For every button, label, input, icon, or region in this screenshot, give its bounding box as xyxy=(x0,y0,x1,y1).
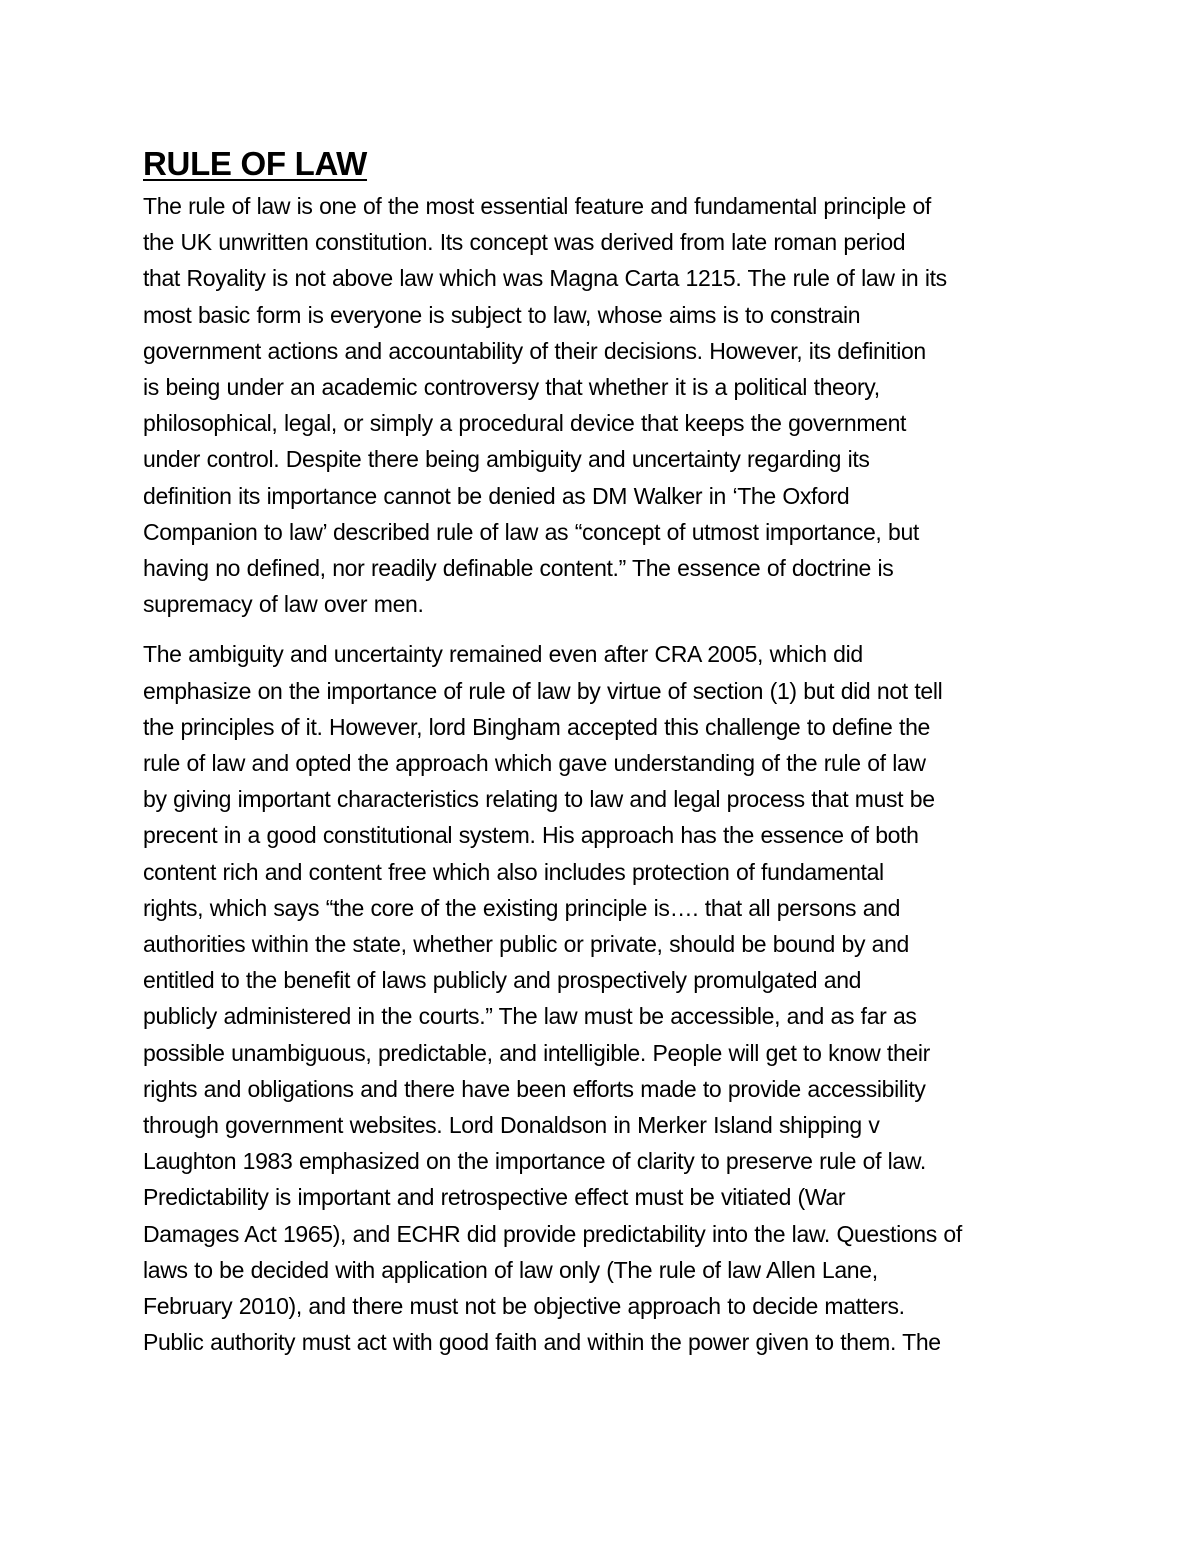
text-line: philosophical, legal, or simply a procedural device that keeps the government xyxy=(143,410,907,437)
text-line: Predictability is important and retrospective effect must be vitiated (War xyxy=(143,1184,846,1211)
text-line: having no defined, nor readily definable content.” The essence of doctrine is xyxy=(143,555,894,582)
text-line: entitled to the benefit of laws publicly and prospectively promulgated and xyxy=(143,967,862,994)
text-line: supremacy of law over men. xyxy=(143,591,424,618)
text-line: through government websites. Lord Donaldson in Merker Island shipping v xyxy=(143,1112,880,1139)
text-line: rule of law and opted the approach which gave understanding of the rule of law xyxy=(143,750,926,777)
document-title: RULE OF LAW xyxy=(143,145,368,182)
text-line: most basic form is everyone is subject to law, whose aims is to constrain xyxy=(143,301,861,328)
text-line: definition its importance cannot be denied as DM Walker in ‘The Oxford xyxy=(143,482,850,509)
text-line: publicly administered in the courts.” The law must be accessible, and as far as xyxy=(143,1003,917,1030)
text-line: precent in a good constitutional system. His approach has the essence of both xyxy=(143,822,919,849)
text-line: Laughton 1983 emphasized on the importance of clarity to preserve rule of law. xyxy=(143,1148,926,1175)
text-line: Companion to law’ described rule of law as “concept of utmost importance, but xyxy=(143,518,919,545)
text-line: by giving important characteristics relating to law and legal process that must be xyxy=(143,786,935,813)
text-line: that Royality is not above law which was Magna Carta 1215. The rule of law in its xyxy=(143,265,947,292)
text-line: The ambiguity and uncertainty remained even after CRA 2005, which did xyxy=(143,641,863,668)
paragraph-1 xyxy=(143,188,1068,622)
text-line: emphasize on the importance of rule of law by virtue of section (1) but did not tell xyxy=(143,677,943,704)
paragraph-2 xyxy=(143,636,1068,1360)
text-line: under control. Despite there being ambiguity and uncertainty regarding its xyxy=(143,446,870,473)
text-line: Damages Act 1965), and ECHR did provide predictability into the law. Questions of xyxy=(143,1220,962,1247)
text-line: laws to be decided with application of law only (The rule of law Allen Lane, xyxy=(143,1256,878,1283)
text-line: is being under an academic controversy that whether it is a political theory, xyxy=(143,374,880,401)
document-body xyxy=(143,142,1068,1361)
text-line: Public authority must act with good faith and within the power given to them. The xyxy=(143,1329,941,1356)
text-line: government actions and accountability of their decisions. However, its definition xyxy=(143,337,926,364)
text-line: possible unambiguous, predictable, and intelligible. People will get to know their xyxy=(143,1039,930,1066)
text-line: The rule of law is one of the most essential feature and fundamental principle of xyxy=(143,193,931,219)
text-line: rights, which says “the core of the existing principle is…. that all persons and xyxy=(143,894,901,921)
text-line: the principles of it. However, lord Bingham accepted this challenge to define the xyxy=(143,713,930,740)
text-line: rights and obligations and there have been efforts made to provide accessibility xyxy=(143,1075,926,1102)
text-line: February 2010), and there must not be objective approach to decide matters. xyxy=(143,1293,905,1320)
text-line: the UK unwritten constitution. Its concept was derived from late roman period xyxy=(143,229,906,256)
text-line: authorities within the state, whether public or private, should be bound by and xyxy=(143,931,909,958)
paragraph-spacing xyxy=(143,622,1068,636)
text-line: content rich and content free which also includes protection of fundamental xyxy=(143,858,884,885)
